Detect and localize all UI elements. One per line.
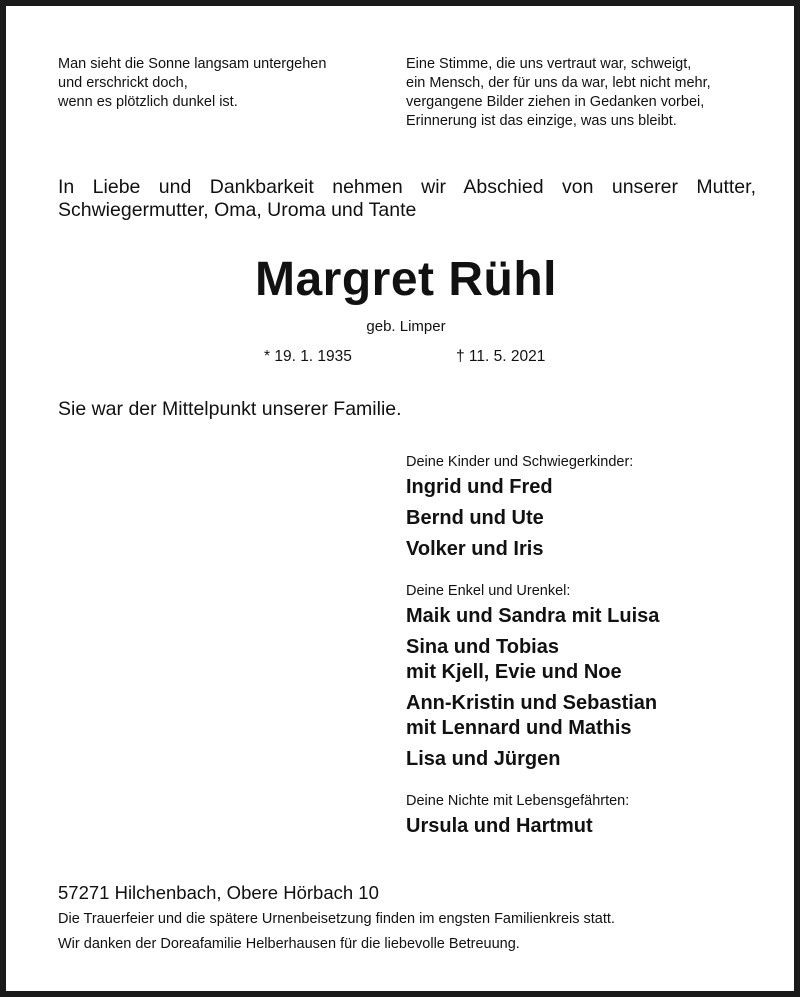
family-member: Volker und Iris	[406, 538, 544, 560]
family-member-line: Sina und Tobias	[406, 636, 559, 658]
poem-line: Erinnerung ist das einzige, was uns bleibt.	[406, 113, 677, 129]
niece-label: Deine Nichte mit Lebensgefährten:	[406, 793, 630, 809]
grandchildren-label: Deine Enkel und Urenkel:	[406, 583, 571, 599]
funeral-note: Die Trauerfeier und die spätere Urnenbeisetzung finden im engsten Familienkreis statt.	[58, 911, 615, 927]
family-member: Ingrid und Fred	[406, 476, 553, 498]
family-member	[406, 691, 786, 741]
family-member-line: Maik und Sandra mit Luisa	[406, 605, 660, 627]
family-member-line: Ann-Kristin und Sebastian	[406, 692, 658, 714]
family-member	[406, 604, 786, 629]
children-label: Deine Kinder und Schwiegerkinder:	[406, 454, 634, 470]
poem-right	[406, 55, 711, 131]
family-member-line: Lisa und Jürgen	[406, 748, 561, 770]
intro-text: In Liebe und Dankbarkeit nehmen wir Abschied von unserer Mutter, Schwiegermutter, Oma, Uroma und Tante	[58, 176, 756, 221]
death-date: † 11. 5. 2021	[456, 348, 546, 365]
family-member	[406, 635, 786, 685]
poem-line: ein Mensch, der für uns da war, lebt nicht mehr,	[406, 75, 711, 91]
address: 57271 Hilchenbach, Obere Hörbach 10	[58, 882, 379, 903]
family-member	[406, 747, 786, 772]
poem-line: wenn es plötzlich dunkel ist.	[58, 94, 238, 110]
family-member-line: mit Kjell, Evie und Noe	[406, 661, 622, 683]
family-member: Ursula und Hartmut	[406, 815, 593, 837]
poem-line: vergangene Bilder ziehen in Gedanken vorbei,	[406, 94, 705, 110]
poem-left	[58, 55, 326, 112]
poem-line: Eine Stimme, die uns vertraut war, schweigt,	[406, 56, 692, 72]
tagline: Sie war der Mittelpunkt unserer Familie.	[58, 398, 402, 420]
thanks-note: Wir danken der Doreafamilie Helberhausen für die liebevolle Betreuung.	[58, 936, 520, 952]
birth-date: * 19. 1. 1935	[264, 348, 352, 365]
mourners-list	[406, 453, 786, 845]
maiden-name: geb. Limper	[366, 318, 446, 335]
poem-line: und erschrickt doch,	[58, 75, 188, 91]
deceased-name: Margret Rühl	[254, 253, 557, 306]
poem-line: Man sieht die Sonne langsam untergehen	[58, 56, 327, 72]
family-member: Bernd und Ute	[406, 507, 544, 529]
family-member-line: mit Lennard und Mathis	[406, 717, 632, 739]
